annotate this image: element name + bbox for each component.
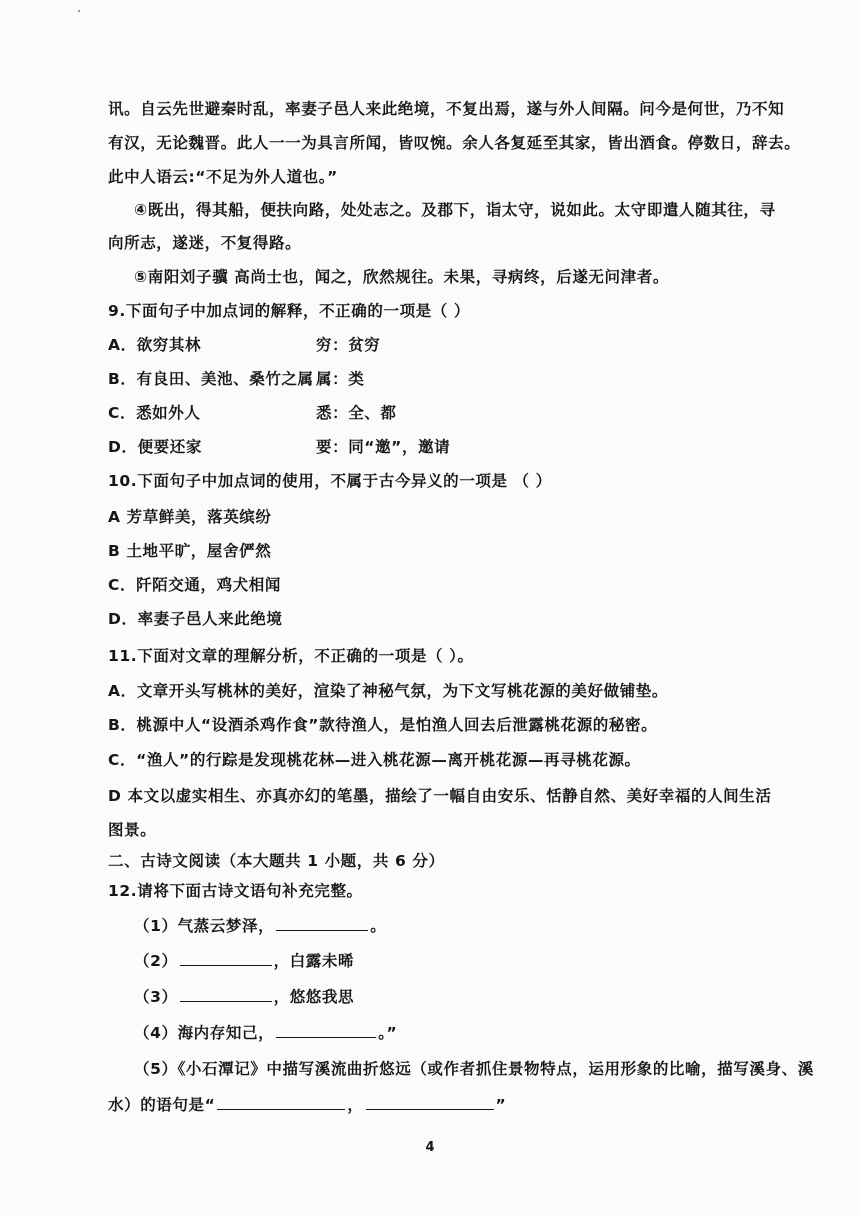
q12-item-2-prefix: （2） [134,952,178,970]
q11-option-d-continued: 图景。 [108,821,157,839]
q9-option-d-text: D．便要还家 [108,438,202,456]
q9-option-b [108,368,780,390]
passage-p5-line1: ⑤南阳刘子骥 高尚士也，闻之，欣然规往。未果，寻病终，后遂无问津者。 [134,268,669,286]
q12-item-5-separator: ， [347,1096,364,1114]
q12-item-1-blank[interactable] [276,916,368,931]
q11-option-c: C．“渔人”的行踪是发现桃花林—进入桃花源—离开桃花源—再寻桃花源。 [108,751,641,769]
section2-heading: 二、古诗文阅读（本大题共 1 小题，共 6 分） [108,852,445,870]
q9-option-a [108,334,780,356]
q10-option-b: B 土地平旷，屋舍俨然 [108,542,272,560]
q9-option-a-text: A．欲穷其林 [108,336,202,354]
q12-item-2-blank[interactable] [180,951,272,966]
q12-item-3-suffix: ，悠悠我思 [273,988,355,1006]
q9-stem: 9.下面句子中加点词的解释，不正确的一项是（ ） [108,302,470,320]
q9-option-c-gloss: 悉：全、都 [316,404,397,422]
q11-option-a: A．文章开头写桃林的美好，渲染了神秘气氛，为下文写桃花源的美好做铺垫。 [108,682,668,700]
passage-p4-line1: ④既出，得其船，便扶向路，处处志之。及郡下，诣太守，说如此。太守即遣人随其往，寻 [134,201,776,219]
q12-stem: 12.请将下面古诗文语句补充完整。 [108,882,363,900]
q12-item-4-blank[interactable] [276,1023,376,1038]
q12-item-5-line2 [108,1094,780,1116]
q11-option-d: D 本文以虚实相生、亦真亦幻的笔墨，描绘了一幅自由安乐、恬静自然、美好幸福的人间生活 [108,787,772,805]
passage-p3-line1: 讯。自云先世避秦时乱，率妻子邑人来此绝境，不复出焉，遂与外人间隔。问今是何世，乃不知 [108,100,785,118]
q9-option-c-text: C．悉如外人 [108,404,201,422]
q10-option-a: A 芳草鲜美，落英缤纷 [108,508,272,526]
q10-option-c: C．阡陌交通，鸡犬相闻 [108,576,281,594]
q11-option-b: B．桃源中人“设酒杀鸡作食”款待渔人，是怕渔人回去后泄露桃花源的秘密。 [108,716,658,734]
passage-p3-line3: 此中人语云:“不足为外人道也。” [108,168,338,186]
q9-option-b-text: B．有良田、美池、桑竹之属 [108,370,314,388]
q9-option-b-gloss: 属：类 [316,370,365,388]
q10-stem: 10.下面句子中加点词的使用，不属于古今异义的一项是 （ ） [108,472,552,490]
q9-option-d-gloss: 要：同“邀”，邀请 [316,438,451,456]
scan-speck [78,10,80,12]
q12-item-3-blank[interactable] [180,987,272,1002]
q12-item-2-suffix: ，白露未晞 [273,952,355,970]
q12-item-3 [134,986,780,1008]
q12-item-5-blank-1[interactable] [217,1095,345,1110]
q12-item-2 [134,950,780,972]
q9-option-a-gloss: 穷：贫穷 [316,336,381,354]
q11-stem: 11.下面对文章的理解分析，不正确的一项是（ ）。 [108,647,474,665]
q9-option-d [108,436,780,458]
q12-item-4-suffix: 。” [378,1024,398,1042]
q12-item-1 [134,915,780,937]
page-number: 4 [425,1140,435,1155]
q12-item-4 [134,1022,780,1044]
q12-item-5-line1: （5）《小石潭记》中描写溪流曲折悠远（或作者抓住景物特点，运用形象的比喻，描写溪身、溪 [134,1060,814,1078]
q12-item-4-prefix: （4）海内存知己， [134,1024,275,1042]
q9-option-c [108,402,780,424]
q12-item-5-blank-2[interactable] [366,1095,494,1110]
q10-option-d: D．率妻子邑人来此绝境 [108,610,283,628]
q12-item-5-prefix: 水）的语句是“ [108,1096,216,1114]
passage-p3-line2: 有汉，无论魏晋。此人一一为具言所闻，皆叹惋。余人各复延至其家，皆出酒食。停数日，辞去。 [108,134,801,152]
q12-item-1-suffix: 。 [370,917,387,935]
q12-item-5-suffix: ” [495,1096,507,1114]
passage-p4-line2: 向所志，遂迷，不复得路。 [108,234,302,252]
q12-item-3-prefix: （3） [134,988,178,1006]
q12-item-1-prefix: （1）气蒸云梦泽， [134,917,275,935]
